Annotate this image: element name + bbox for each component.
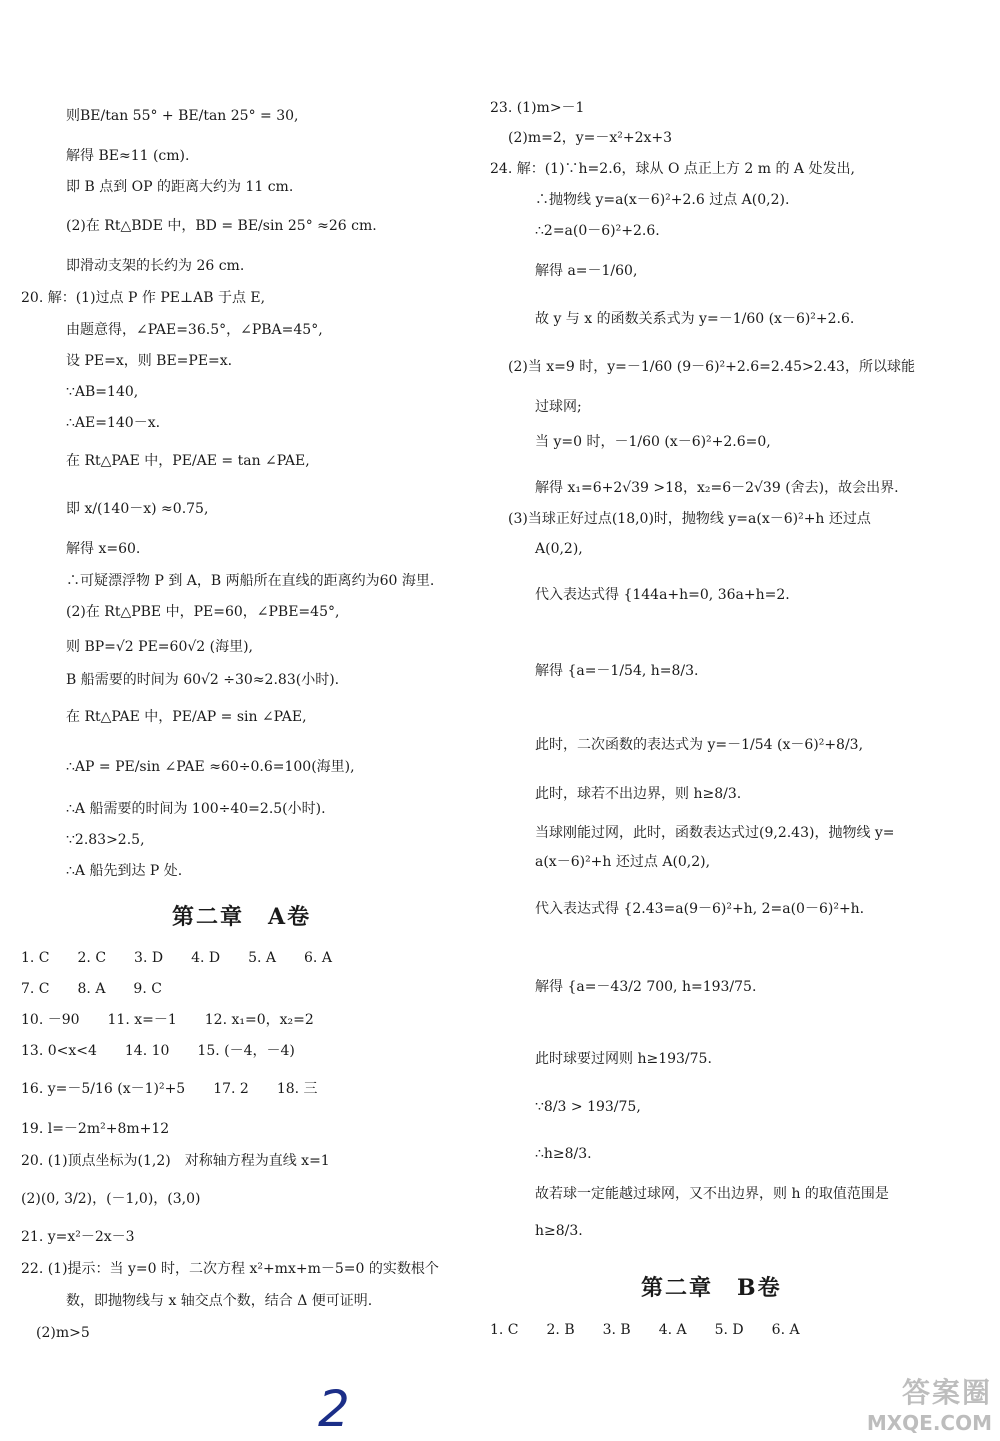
text-line: 即 B 点到 OP 的距离大约为 11 cm.: [66, 179, 294, 195]
text-line: 解得 {a=－1/54, h=8/3.: [535, 663, 699, 679]
answer-line: 16. y=－5/16 (x－1)²+5 17. 2 18. 三: [21, 1081, 318, 1097]
text-line: 20. 解：(1)过点 P 作 PE⊥AB 于点 E,: [21, 290, 266, 306]
text-line: ∴AP = PE/sin ∠PAE ≈60÷0.6=100(海里),: [66, 759, 355, 775]
text-line: 此时，球若不出边界，则 h≥8/3.: [535, 786, 742, 802]
answer-line: 10. －90 11. x=－1 12. x₁=0，x₂=2: [21, 1012, 314, 1028]
text-line: ∵8/3 > 193/75,: [535, 1099, 641, 1115]
section-heading: 第二章 A卷: [172, 904, 312, 930]
text-line: ∴可疑漂浮物 P 到 A，B 两船所在直线的距离约为60 海里.: [66, 573, 435, 589]
text-line: 由题意得，∠PAE=36.5°，∠PBA=45°,: [66, 322, 323, 338]
text-line: 解得 BE≈11 (cm).: [66, 148, 190, 164]
text-line: (2)当 x=9 时，y=－1/60 (9－6)²+2.6=2.45>2.43，所以球能: [508, 359, 915, 375]
text-line: 则BE/tan 55° + BE/tan 25° = 30,: [66, 108, 299, 124]
text-line: 故 y 与 x 的函数关系式为 y=－1/60 (x－6)²+2.6.: [535, 311, 855, 327]
watermark-logo-text: 答案圈: [901, 1376, 992, 1409]
text-line: 在 Rt△PAE 中，PE/AE = tan ∠PAE,: [66, 453, 310, 469]
answer-line: 7. C 8. A 9. C: [21, 981, 162, 997]
answer-line: 1. C 2. B 3. B 4. A 5. D 6. A: [490, 1322, 800, 1338]
answer-line: (2)m>5: [36, 1325, 90, 1341]
text-line: a(x－6)²+h 还过点 A(0,2),: [535, 854, 711, 870]
text-line: 23. (1)m>－1: [490, 100, 585, 116]
handwritten-mark: 2: [318, 1380, 350, 1438]
text-line: ∴AE=140－x.: [66, 415, 161, 431]
answer-line: 20. (1)顶点坐标为(1,2) 对称轴方程为直线 x=1: [21, 1153, 330, 1169]
text-line: (2)在 Rt△PBE 中，PE=60，∠PBE=45°,: [66, 604, 340, 620]
text-line: B 船需要的时间为 60√2 ÷30≈2.83(小时).: [66, 672, 340, 688]
text-line: ∴2=a(0－6)²+2.6.: [535, 223, 660, 239]
text-line: 当球刚能过网，此时，函数表达式过(9,2.43)，抛物线 y=: [535, 825, 895, 841]
text-line: 当 y=0 时，－1/60 (x－6)²+2.6=0,: [535, 434, 771, 450]
text-line: (2)在 Rt△BDE 中，BD = BE/sin 25° ≈26 cm.: [66, 218, 377, 234]
text-line: 代入表达式得 {2.43=a(9－6)²+h, 2=a(0－6)²+h.: [535, 901, 865, 917]
text-line: 过球网;: [535, 399, 582, 415]
text-line: 此时，二次函数的表达式为 y=－1/54 (x－6)²+8/3,: [535, 737, 864, 753]
text-line: 在 Rt△PAE 中，PE/AP = sin ∠PAE,: [66, 709, 307, 725]
answer-line: 21. y=x²－2x－3: [21, 1229, 135, 1245]
text-line: (2)m=2，y=－x²+2x+3: [508, 130, 673, 146]
text-line: 则 BP=√2 PE=60√2 (海里),: [66, 639, 254, 655]
text-line: ∴A 船先到达 P 处.: [66, 863, 183, 879]
text-line: 故若球一定能越过球网，又不出边界，则 h 的取值范围是: [535, 1186, 889, 1202]
watermark: [867, 1371, 992, 1435]
text-line: (3)当球正好过点(18,0)时，抛物线 y=a(x－6)²+h 还过点: [508, 511, 871, 527]
text-line: 解得 x=60.: [66, 541, 141, 557]
text-line: ∴h≥8/3.: [535, 1146, 592, 1162]
section-heading: 第二章 B卷: [641, 1275, 782, 1301]
text-line: h≥8/3.: [535, 1223, 583, 1239]
text-line: ∵AB=140,: [66, 384, 139, 400]
text-line: 解得 {a=－43/2 700, h=193/75.: [535, 979, 757, 995]
answer-line: 数，即抛物线与 x 轴交点个数，结合 Δ 便可证明.: [66, 1293, 373, 1309]
text-line: ∴抛物线 y=a(x－6)²+2.6 过点 A(0,2).: [535, 192, 790, 208]
text-line: 设 PE=x，则 BE=PE=x.: [66, 353, 233, 369]
answer-line: 22. (1)提示：当 y=0 时，二次方程 x²+mx+m－5=0 的实数根个: [21, 1261, 439, 1277]
text-line: 代入表达式得 {144a+h=0, 36a+h=2.: [535, 587, 790, 603]
text-line: ∵2.83>2.5,: [66, 832, 145, 848]
text-line: 24. 解：(1)∵h=2.6，球从 O 点正上方 2 m 的 A 处发出,: [490, 161, 855, 177]
text-line: 解得 a=－1/60,: [535, 263, 638, 279]
text-line: 即滑动支架的长约为 26 cm.: [66, 258, 245, 274]
answer-line: (2)(0, 3/2)，(－1,0)，(3,0): [21, 1191, 201, 1207]
text-line: 即 x/(140－x) ≈0.75,: [66, 501, 209, 517]
watermark-url: MXQE.COM: [866, 1411, 992, 1435]
answer-line: 1. C 2. C 3. D 4. D 5. A 6. A: [21, 950, 332, 966]
answer-line: 13. 0<x<4 14. 10 15. (－4，－4): [21, 1043, 295, 1059]
text-line: 解得 x₁=6+2√39 >18，x₂=6－2√39 (舍去)，故会出界.: [535, 480, 899, 496]
text-line: ∴A 船需要的时间为 100÷40=2.5(小时).: [66, 801, 326, 817]
text-line: A(0,2),: [535, 541, 583, 557]
answer-line: 19. l=－2m²+8m+12: [21, 1121, 170, 1137]
text-line: 此时球要过网则 h≥193/75.: [535, 1051, 712, 1067]
